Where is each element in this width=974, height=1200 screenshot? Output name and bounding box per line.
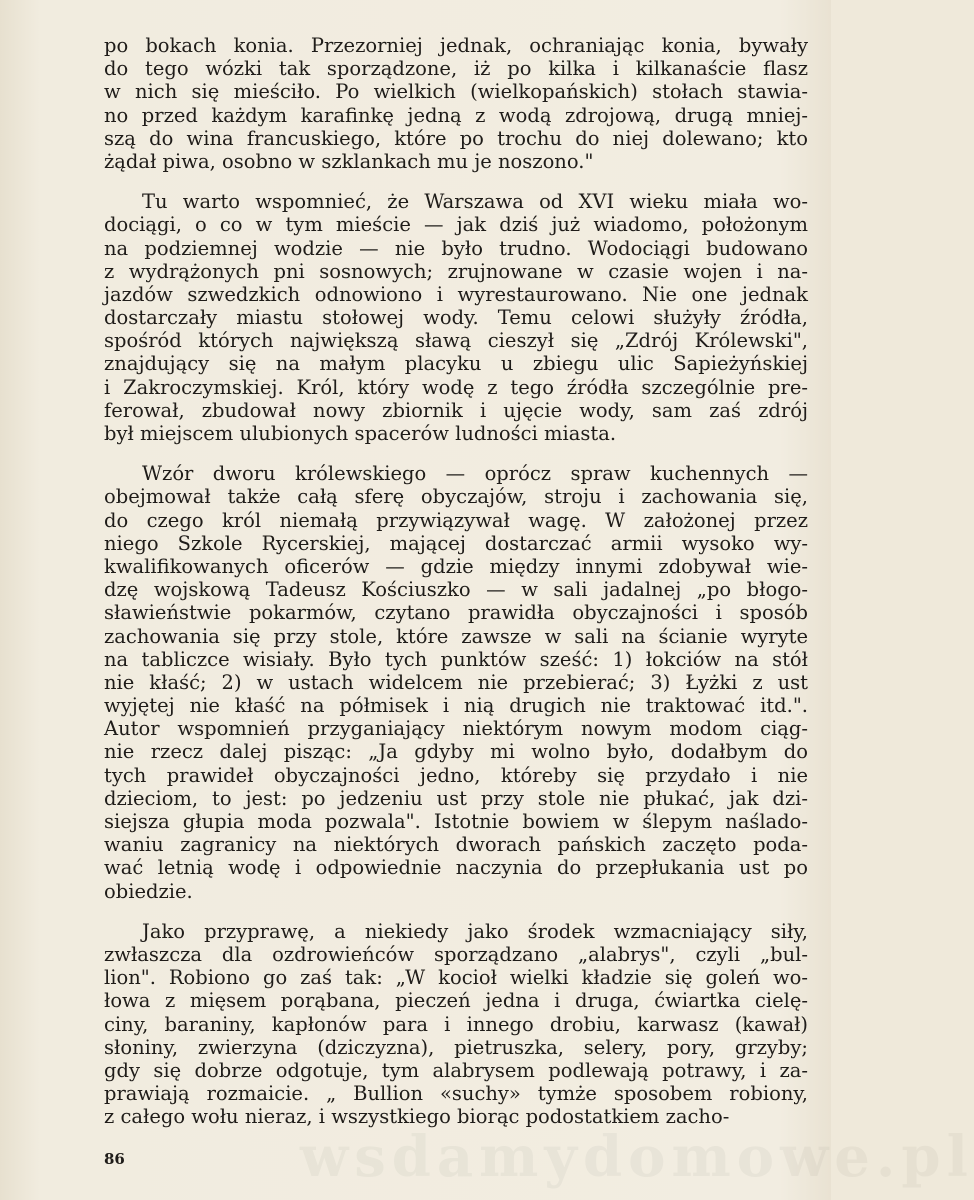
text-line: na tabliczce wisiały. Było tych punktów sześć: 1) łokciów na stół (104, 647, 808, 671)
text-line: nie rzecz dalej pisząc: „Ja gdyby mi wolno było, dodałbym do (104, 740, 808, 764)
page-number: 86 (104, 1150, 125, 1168)
paragraph-gap (104, 903, 808, 920)
paragraph-gap (104, 445, 808, 462)
paragraph (104, 462, 808, 903)
text-line: łowa z mięsem porąbana, pieczeń jedna i druga, ćwiartka cielę- (104, 989, 808, 1013)
text-line: dzę wojskową Tadeusz Kościuszko — w sali jadalnej „po błogo- (104, 578, 808, 602)
text-line: znajdujący się na małym placyku u zbiegu ulic Sapieżyńskiej (104, 352, 808, 376)
text-line: do tego wózki tak sporządzone, iż po kilka i kilkanaście flasz (104, 57, 808, 81)
text-line: dociągi, o co w tym mieście — jak dziś już wiadomo, położonym (104, 213, 808, 237)
text-line: z całego wołu nieraz, i wszystkiego biorąc podostatkiem zacho- (104, 1105, 730, 1129)
text-line: spośród których największą sławą cieszył się „Zdrój Królewski", (104, 329, 808, 353)
text-line: zwłaszcza dla ozdrowieńców sporządzano „alabrys", czyli „bul- (104, 942, 808, 966)
text-line: sławieństwie pokarmów, czytano prawidła obyczajności i sposób (104, 601, 808, 625)
text-line: słoniny, zwierzyna (dziczyzna), pietruszka, selery, pory, grzyby; (104, 1035, 808, 1059)
text-line: i Zakroczymskiej. Król, który wodę z tego źródła szczególnie pre- (104, 375, 808, 399)
text-line: w nich się mieściło. Po wielkich (wielkopańskich) stołach stawia- (104, 80, 808, 104)
text-line: dostarczały miastu stołowej wody. Temu celowi służyły źródła, (104, 306, 808, 330)
paragraph (104, 190, 808, 445)
text-line: jazdów szwedzkich odnowiono i wyrestaurowano. Nie one jednak (104, 282, 808, 306)
text-line: siejsza głupia moda pozwala". Istotnie bowiem w ślepym naślado- (104, 810, 808, 833)
text-line: no przed każdym karafinkę jedną z wodą zdrojową, drugą mniej- (104, 103, 808, 127)
text-line: Tu warto wspomnieć, że Warszawa od XVI wieku miała wo- (142, 190, 808, 214)
text-line: waniu zagranicy na niektórych dworach pańskich zaczęto poda- (104, 833, 808, 857)
text-line: gdy się dobrze odgotuje, tym alabrysem podlewają potrawy, i za- (104, 1058, 808, 1082)
paragraph-gap (104, 173, 808, 190)
text-line: ferował, zbudował nowy zbiornik i ujęcie wody, sam zaś zdrój (104, 398, 808, 422)
text-line: ciny, baraniny, kapłonów para i innego drobiu, karwasz (kawał) (104, 1012, 808, 1036)
text-line: szą do wina francuskiego, które po trochu do niej dolewano; kto (104, 126, 808, 150)
text-line: Jako przyprawę, a niekiedy jako środek wzmacniający siły, (142, 919, 808, 943)
text-line: do czego król niemałą przywiązywał wagę. W założonej przez (104, 508, 808, 532)
text-line: nie kłaść; 2) w ustach widelcem nie przebierać; 3) Łyżki z ust (104, 670, 808, 694)
text-line: żądał piwa, osobno w szklankach mu je noszono." (104, 149, 594, 173)
text-line: z wydrążonych pni sosnowych; zrujnowane w czasie wojen i na- (104, 259, 808, 283)
text-line: dzieciom, to jest: po jedzeniu ust przy stole nie płukać, jak dzi- (104, 786, 808, 810)
text-line: po bokach konia. Przezorniej jednak, ochraniając konia, bywały (104, 34, 808, 57)
text-line: niego Szkole Rycerskiej, mającej dostarczać armii wysoko wy- (104, 531, 808, 555)
text-line: wyjętej nie kłaść na półmisek i nią drugich nie traktować itd.". (104, 694, 808, 718)
body-text (104, 34, 808, 1128)
text-line: lion". Robiono go zaś tak: „W kocioł wielki kładzie się goleń wo- (104, 966, 808, 990)
text-line: obejmował także całą sferę obyczajów, stroju i zachowania się, (104, 485, 808, 509)
text-line: Wzór dworu królewskiego — oprócz spraw kuchennych — (142, 462, 808, 486)
text-line: tych prawideł obyczajności jedno, któreby się przydało i nie (104, 763, 808, 787)
text-line: Autor wspomnień przyganiający niektórym nowym modom ciąg- (104, 717, 808, 741)
text-line: wać letnią wodę i odpowiednie naczynia do przepłukania ust po (104, 856, 808, 880)
text-line: był miejscem ulubionych spacerów ludności miasta. (104, 422, 617, 445)
text-line: obiedzie. (104, 879, 193, 903)
text-line: zachowania się przy stole, które zawsze w sali na ścianie wyryte (104, 624, 808, 648)
paragraph (104, 920, 808, 1129)
watermark: wsdamydomowe.pl (300, 1124, 974, 1190)
text-line: kwalifikowanych oficerów — gdzie między innymi zdobywał wie- (104, 554, 808, 578)
text-line: na podziemnej wodzie — nie było trudno. Wodociągi budowano (104, 236, 808, 260)
text-line: prawiają rozmaicie. „ Bullion «suchy» tymże sposobem robiony, (104, 1082, 808, 1106)
paragraph (104, 34, 808, 173)
